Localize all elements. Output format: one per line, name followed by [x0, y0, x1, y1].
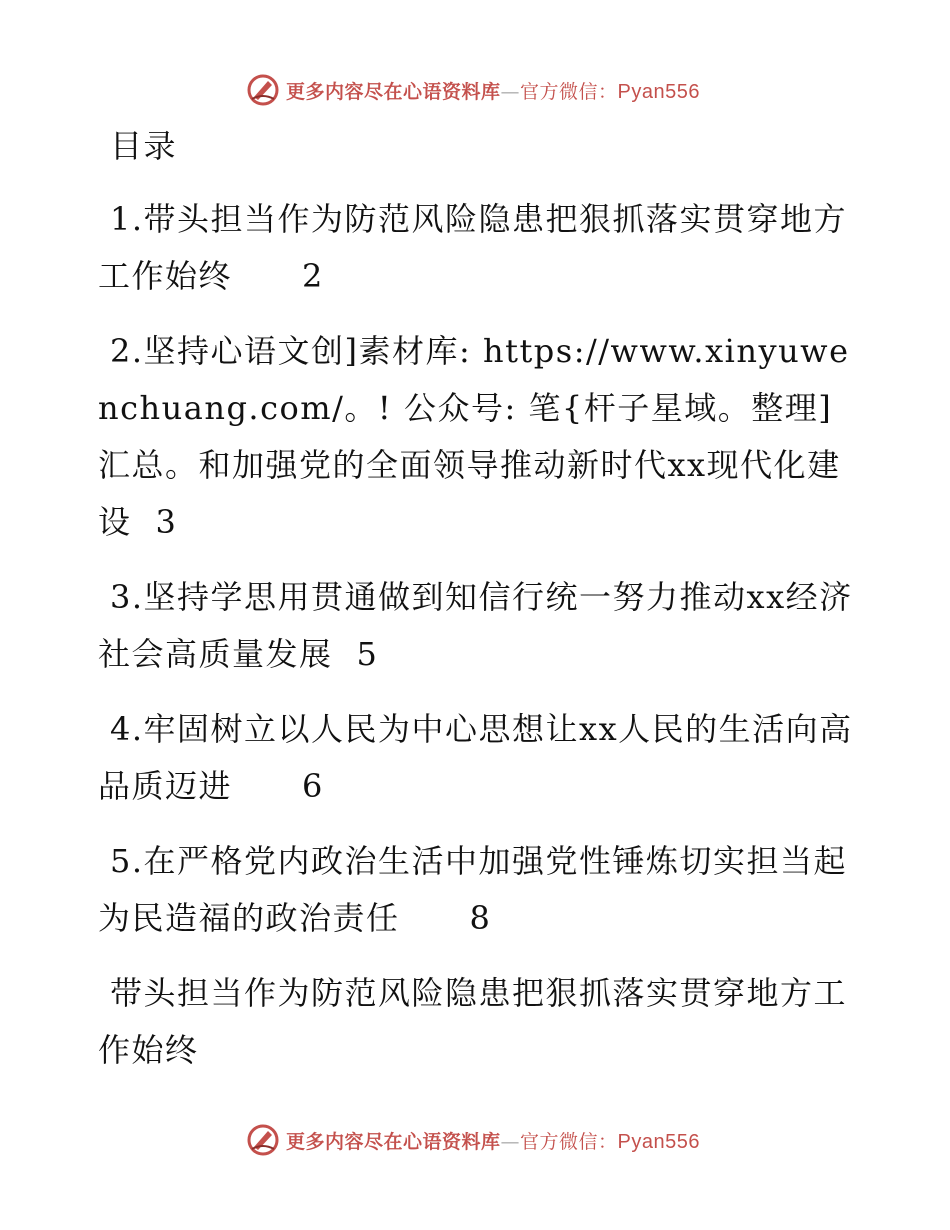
toc-item-text: 2.坚持心语文创]素材库: https://www.xinyuwenchuang.com/。! 公众号: 笔{杆子星域。整理]汇总。和加强党的全面领导推动新时代xx现代化建设 — [98, 332, 850, 541]
toc-item-page: 8 — [469, 899, 492, 937]
banner-dash: — — [500, 80, 521, 103]
banner-wechat-id: Pyan556 — [617, 80, 700, 103]
banner-label: 官方微信： — [520, 1130, 618, 1153]
toc-item-text: 1.带头担当作为防范风险隐患把狠抓落实贯穿地方工作始终 — [98, 200, 848, 295]
pen-book-logo-icon — [246, 1123, 280, 1157]
toc-item-1[interactable] — [98, 191, 858, 305]
toc-item-text: 3.坚持学思用贯通做到知信行统一努力推动xx经济社会高质量发展 — [98, 578, 853, 673]
document-body — [98, 118, 858, 1097]
pen-book-logo-icon — [246, 73, 280, 107]
footer-banner-text — [286, 1127, 700, 1154]
banner-dash: — — [500, 1130, 521, 1153]
toc-item-text: 5.在严格党内政治生活中加强党性锤炼切实担当起为民造福的政治责任 — [98, 842, 848, 937]
toc-item-2[interactable] — [98, 323, 858, 551]
toc-item-text: 4.牢固树立以人民为中心思想让xx人民的生活向高品质迈进 — [98, 710, 853, 805]
toc-item-page: 5 — [356, 635, 379, 673]
header-banner-text — [286, 77, 700, 104]
toc-item-5[interactable] — [98, 833, 858, 947]
banner-wechat-id: Pyan556 — [617, 1130, 700, 1153]
toc-title: 目录 — [110, 127, 178, 165]
toc-item-page: 3 — [155, 503, 178, 541]
toc-item-page: 6 — [302, 767, 324, 805]
toc-item-3[interactable] — [98, 569, 858, 683]
footer-banner — [0, 1120, 950, 1160]
toc-item-page: 2 — [302, 257, 324, 295]
banner-label: 官方微信： — [520, 80, 618, 103]
footer-banner-inner — [246, 1123, 700, 1157]
header-banner — [0, 70, 950, 110]
section-heading: 带头担当作为防范风险隐患把狠抓落实贯穿地方工作始终 — [98, 974, 848, 1069]
header-banner-inner — [246, 73, 700, 107]
toc-item-4[interactable] — [98, 701, 858, 815]
banner-main-text: 更多内容尽在心语资料库 — [286, 1130, 501, 1153]
banner-main-text: 更多内容尽在心语资料库 — [286, 80, 501, 103]
